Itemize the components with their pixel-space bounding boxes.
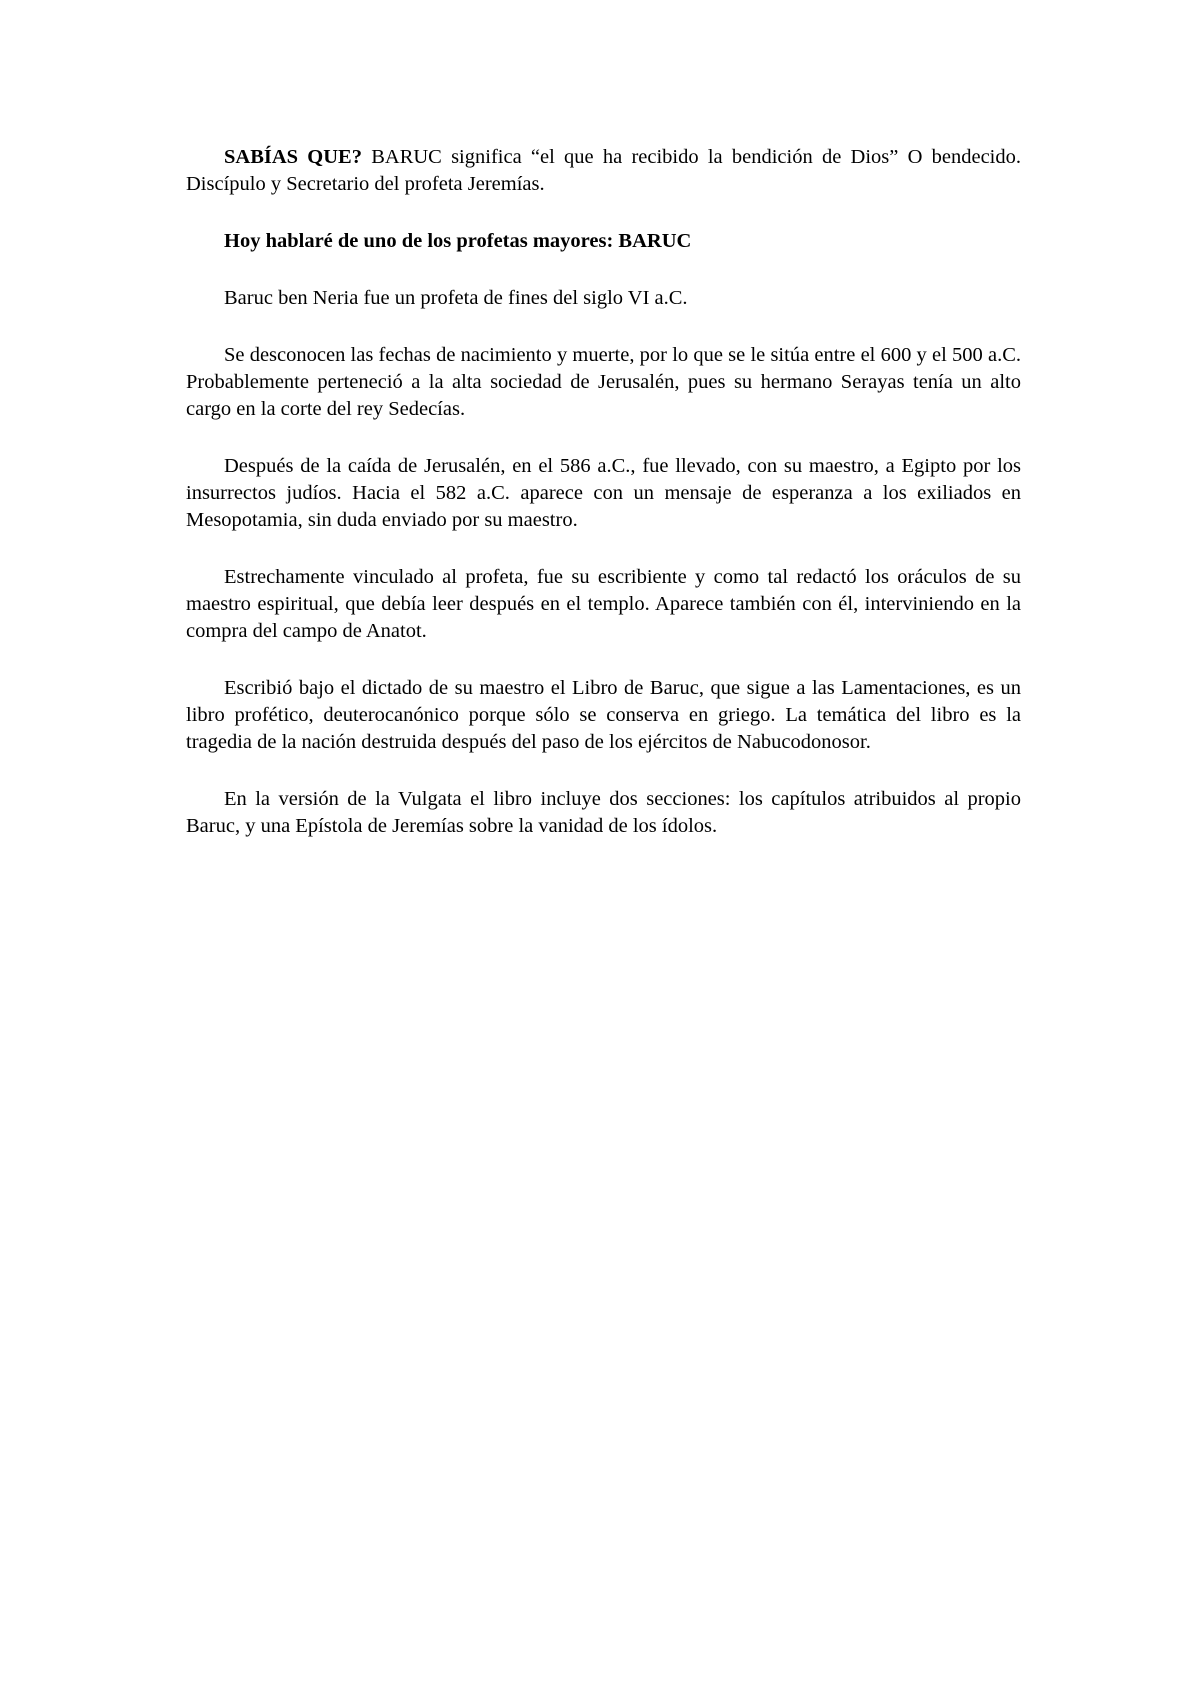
intro-text: BARUC significa “el que ha recibido la bendición de Dios” O bendecido. Discípulo y Secretario del profeta Jeremías. xyxy=(186,146,1021,195)
paragraph-3: Después de la caída de Jerusalén, en el 586 a.C., fue llevado, con su maestro, a Egipto por los insurrectos judíos. Hacia el 582 a.C. aparece con un mensaje de esperanza a los exiliados en Mesopotamia, sin duda enviado por su maestro. xyxy=(186,455,1021,531)
paragraph-1: Baruc ben Neria fue un profeta de fines del siglo VI a.C. xyxy=(224,287,688,309)
paragraph-4: Estrechamente vinculado al profeta, fue su escribiente y como tal redactó los oráculos de su maestro espiritual, que debía leer después en el templo. Aparece también con él, interviniendo en la compra del campo de Anatot. xyxy=(186,566,1021,642)
paragraph-6: En la versión de la Vulgata el libro incluye dos secciones: los capítulos atribuidos al propio Baruc, y una Epístola de Jeremías sobre la vanidad de los ídolos. xyxy=(186,788,1021,837)
paragraph-5: Escribió bajo el dictado de su maestro el Libro de Baruc, que sigue a las Lamentaciones, es un libro profético, deuterocanónico porque sólo se conserva en griego. La temática del libro es la tragedia de la nación destruida después del paso de los ejércitos de Nabucodonosor. xyxy=(186,677,1021,753)
section-heading: Hoy hablaré de uno de los profetas mayores: BARUC xyxy=(224,230,692,252)
intro-lead: SABÍAS QUE? xyxy=(224,146,362,168)
paragraph-2: Se desconocen las fechas de nacimiento y muerte, por lo que se le sitúa entre el 600 y el 500 a.C. Probablemente perteneció a la alta sociedad de Jerusalén, pues su hermano Serayas tenía un alto cargo en la corte del rey Sedecías. xyxy=(186,344,1021,420)
document-body xyxy=(186,144,1021,840)
intro-paragraph xyxy=(186,144,1021,198)
